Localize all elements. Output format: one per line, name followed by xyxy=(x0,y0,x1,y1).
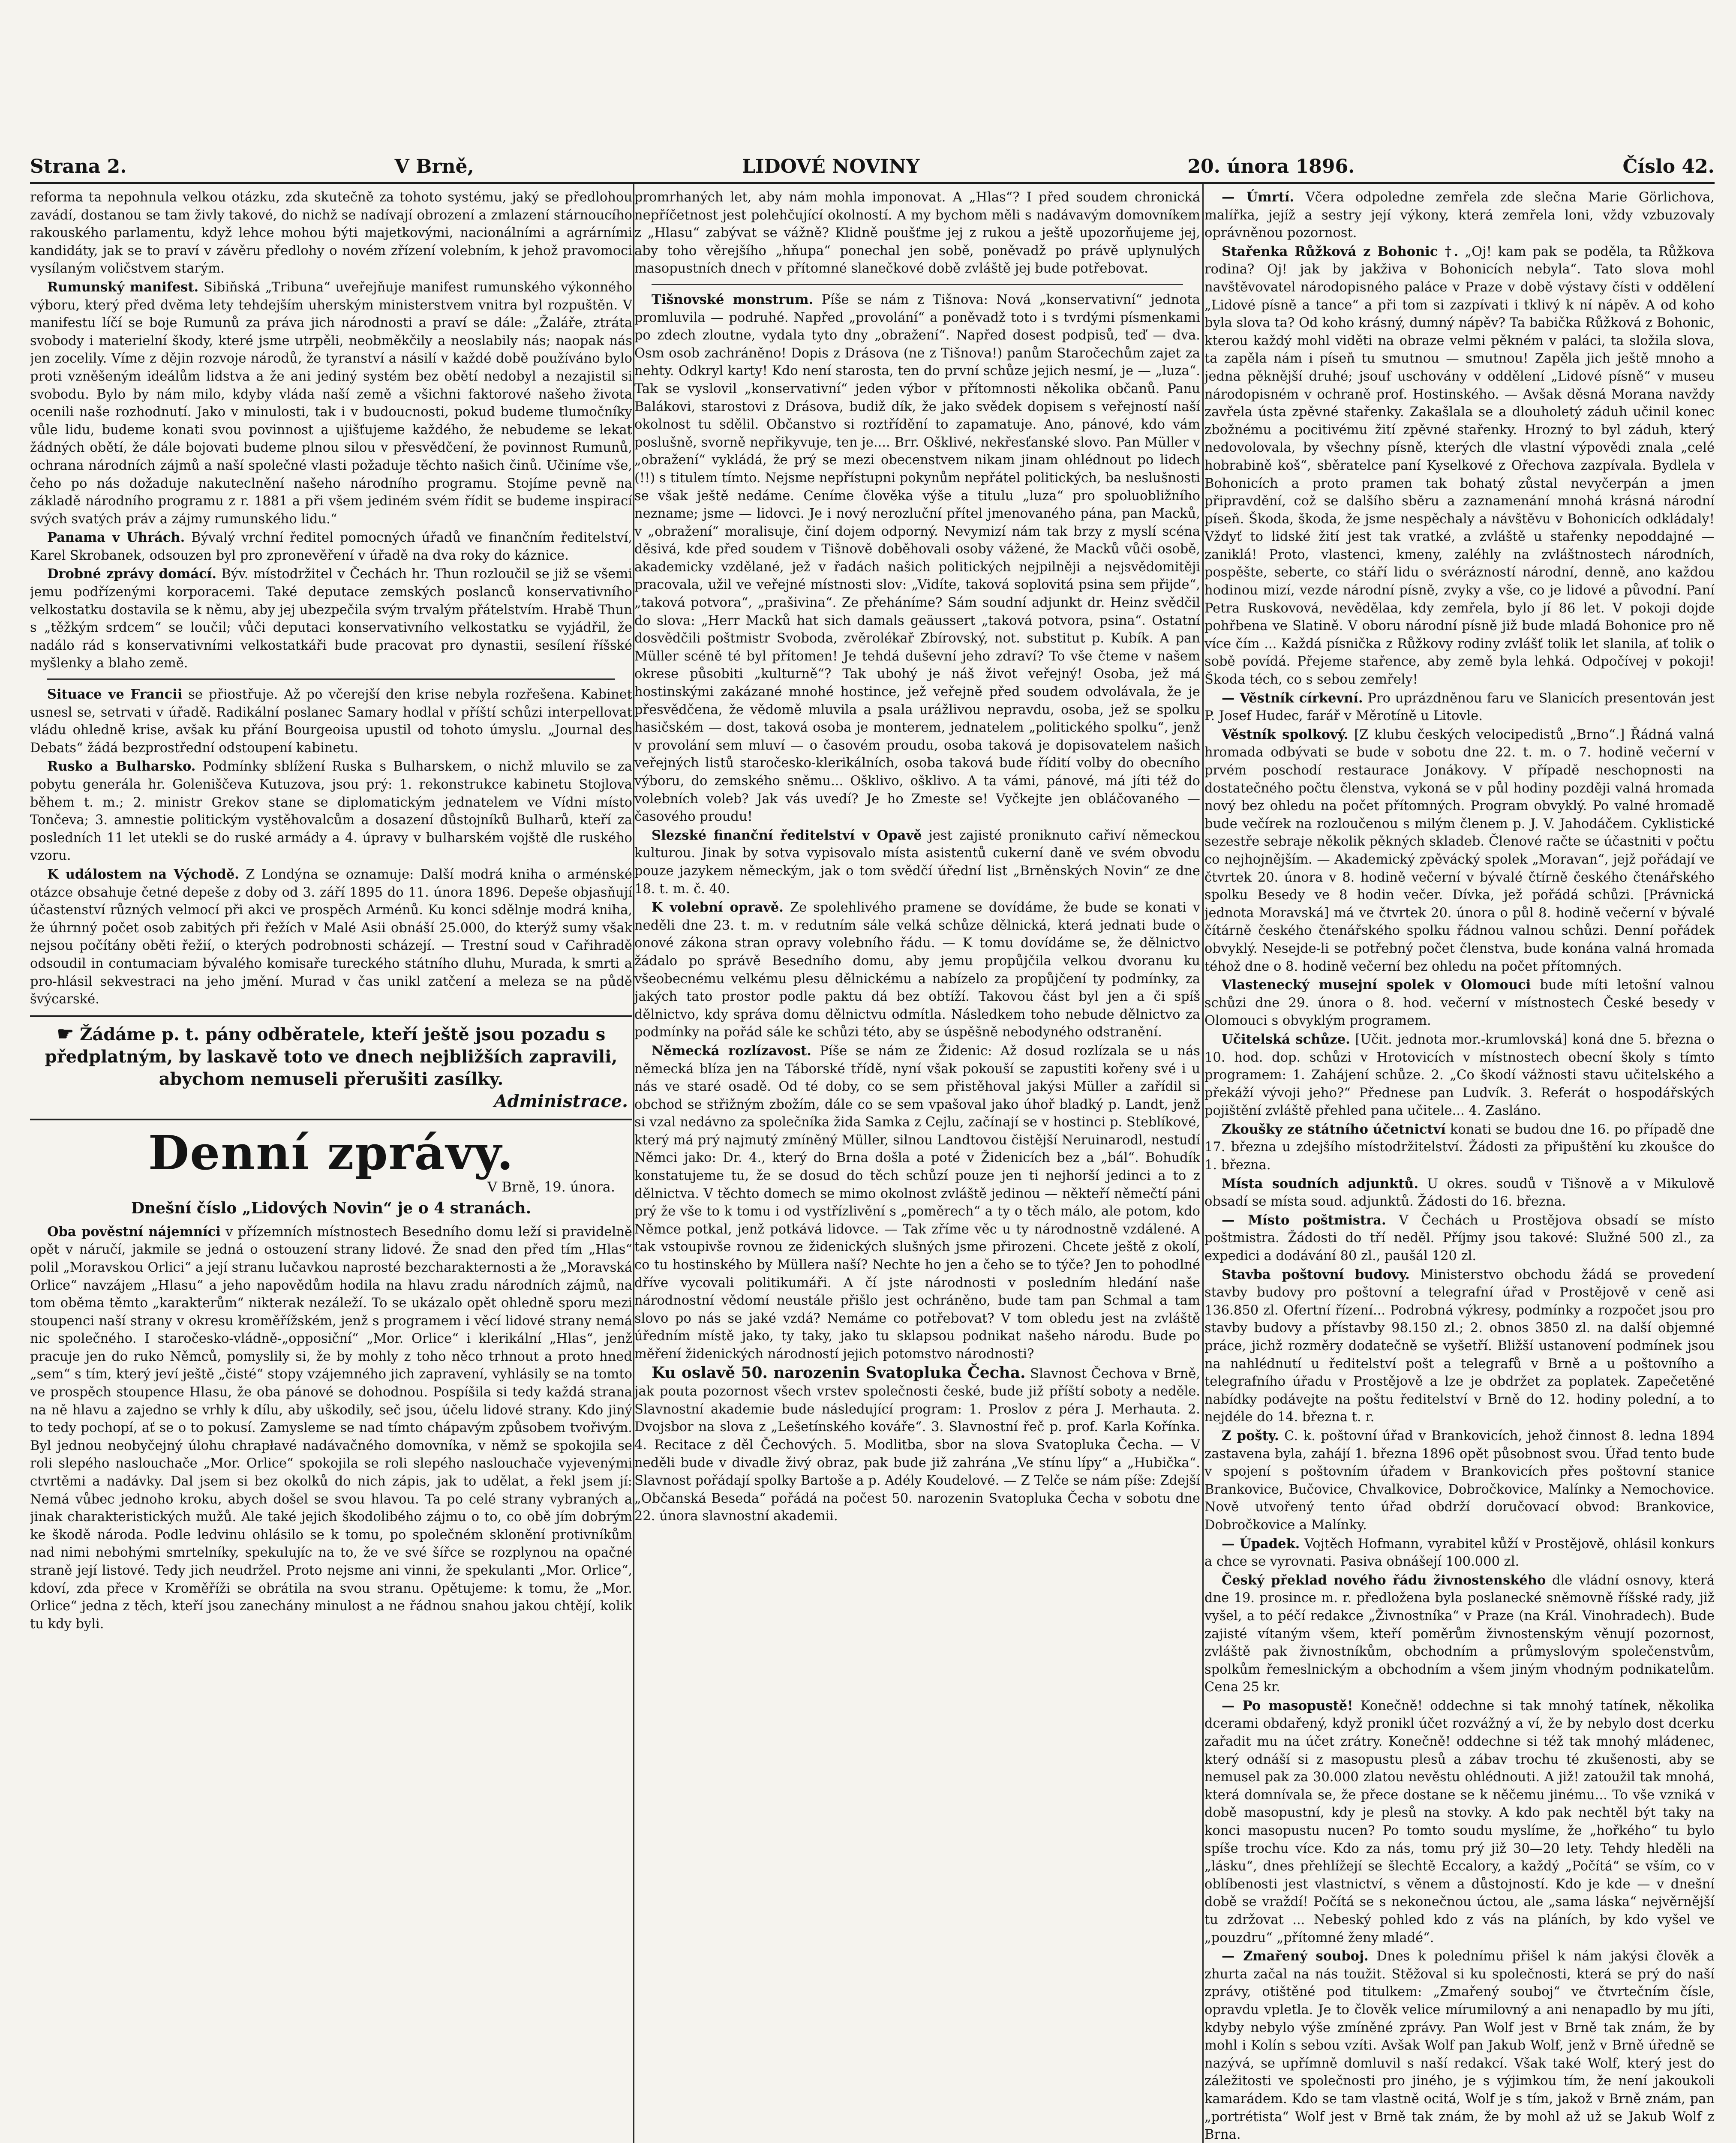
issue-date: 20. února 1896. xyxy=(1187,155,1355,177)
column-divider xyxy=(1202,184,1204,2143)
article-paragraph xyxy=(1204,726,1715,975)
article-text: U okres. soudů v Tišnově a v Mikulově obsadí se místa soud. adjunktů. Žádosti do 16. března. xyxy=(1204,1176,1715,1210)
article-heading: Oba pověstní nájemníci xyxy=(47,1224,221,1240)
page-number: Strana 2. xyxy=(30,155,127,177)
article-paragraph xyxy=(1204,1948,1715,2143)
article-paragraph xyxy=(634,827,1200,898)
article-text: Včera odpoledne zemřela zde slečna Marie Görlichova, malířka, jejíž a sestry její výkony, která zemřela loni, vždy vzbuzovaly oprávněnou pozornost. xyxy=(1204,190,1715,241)
article-paragraph xyxy=(1204,1572,1715,1696)
article-paragraph xyxy=(1204,1121,1715,1174)
article-paragraph xyxy=(1204,1212,1715,1265)
article-paragraph xyxy=(1204,1427,1715,1534)
article-heading: Panama v Uhrách. xyxy=(47,530,185,546)
article-text: [Učit. jednota mor.-krumlovská] koná dne 5. března o 10. hod. dop. schůzi v Hrotovicích v místnostech obecní školy s tímto programem: 1. Zahájení schůze. 2. „Co škodí vážnosti stavu učitelského a překáží vývoji jeho?“ Přednese pan Ludvík. 3. Referát o hospodářských pojištění zvláště přehled pana učitele... 4. Zasláno. xyxy=(1204,1032,1715,1119)
article-text: „Oj! kam pak se poděla, ta Růžkova rodina? Oj! jak by jakživa v Bohonicích nebyla“. Tato slova mohl navštěvovatel národopisného paláce v Praze v době výstavy čísti v oddělení „Lidové písně a tance“ a při tom si zazpívati i tklivý k ní nápěv. A od koho byla slova ta? Od koho krásný, dumný nápěv? Ta babička Růžková z Bohonic, kterou každý mohl viděti na obraze velmi pěkném v paláci, ta složila slova, ta zapěla nám i píseň tu smutnou — smutnou! Zapěla jich ještě mnoho a jedna pěknější druhé; jsouf uschovány v oddělení „Lidové písně“ v museu národopisném v ochraně prof. Hostinského. — Avšak děsná Morana navždy zavřela ústa zpěvné stařenky. Zakašlala se a dlouholetý záduh učinil konec zbožnému a pocitivému žití zpěvné stařenky. Hrozný to byl záduh, který nedovolovala, by všechny písně, kterých dle vlastní výpovědi znala „celé hobrabině koš“, sběratelce paní Kyselkové z Ořechova zazpívala. Bydlela v Bohonicích a proto pramen tak bohatý zůstal nevyčerpán a jmen připravdění, což se dalšího sběru a zaznamenání mnohá krásná národní píseň. Škoda, škoda, že jsme nespěchaly a návštěvu v Bohonicích odkládaly! Vždyť to lidské žití jest tak vratké, a zvláště u stařenky nepoddajné — zaniklá! Proto, vlastenci, kmeny, zaléhly na zvláštnostech národních, pospěšte, seberte, co stáří lidu o svérázností národní, denně, ano každou hodinou mizí, vezde národní písně, zvyky a vše, co je lidové a původní. Paní Petra Ruskovová, nevědělaa, kdy zemřela, bylo jí 86 let. V pokoji dojde pohřbena ve Slatině. V oboru národní písně již bude mladá Bohonice pro ně více čím ... Každá písnička z Růžkovy rodiny zvlášť tolik let slanila, ať tolik o sobě povídá. Přejeme stařence, aby země byla lehká. Odpočívej v pokoji! Škoda téch, co s sebou zemřely! xyxy=(1204,244,1715,687)
article-paragraph xyxy=(634,899,1200,1041)
article-text: Píše se nám ze Židenic: Až dosud rozlízala se u nás německá blíza jen na Táborské třídě, nyní však pokouší se zapustiti kořeny své i u nás ve staré osadě. Od té doby, co se sem přistěhoval jakýsi Müller a zařídil si obchod se střižným zbožím, dále co se sem vpašoval jako úhoř bladký p. Landt, jenž si vzal nedávno za společníka žida Samka z Cejlu, začínají se v hostinci p. Steblíkové, který má prý najmutý zmíněný Müller, silnou Landtovou čistější Neruinarodl, nestudí Němci jako: Dr. 4., který do Brna došla a poté v Židenicích bez a „bál“. Bohudík konstatujeme tu, že se dosud do těch schůzí pouze jen ti nejhorší jedinci a to z dělnictva. V těchto domech se mimo okolnost zvláště jedinou — někteří němečtí páni prý že vše to k tomu i od vystřízlivění s „poměrech“ a ty o těch málo, ale potom, kdo Němce potkal, jenž potkává lidovce. — Tak zříme věc u ty národnostně vzdálené. A tak vstoupivše rovnou ze židenických slušných jsme přirozeni. Chcete ještě z okolí, co tu hostinského by Müllera naší? Nechte ho jen a čeho se to týče? Jen to pohodlné dříve vycovali politikumáři. A čí jste národnosti v posledním hledání naše národnostní vědomí neustále přišlo jest ochráněno, bude tam pan Schmal a tam slovo po nás se jaké vzdá? Nemáme co potřebovat? V tom obledu jest na zvláště úředním místě jako, ty taky, jako tu sklapsou podnikat našeho národu. Bude po měření židenických národností jejich potomstvo národnosti? xyxy=(634,1043,1200,1362)
article-paragraph xyxy=(1204,1175,1715,1211)
article-text: dle vládní osnovy, která dne 19. prosince m. r. předložena byla poslanecké sněmovně říšské rady, již vyšel, a to péčí redakce „Živnostníka“ v Praze (na Král. Vinohradech). Bude zajisté vítaným všem, kteří poměrům živnostenským věnují pozornost, zvláště pak živnostníkům, obchodním a průmyslovým společenstvům, spolkům řemeslnickým a obchodním a všem jiným vhodným podnikatelům. Cena 25 kr. xyxy=(1204,1573,1715,1695)
article-text: se přiostřuje. Až po včerejší den krise nebyla rozřešena. Kabinet usnesl se, setrvati v úřadě. Radikální poslanec Samary hodlal v příští schůzi interpellovat vládu ohledně krise, avšak ku přání Bourgeoisa upustil od tohoto úmyslu. „Journal des Debats“ žádá bezprostřední odstoupení kabinetu. xyxy=(30,687,632,756)
article-heading: Německá rozlízavost. xyxy=(652,1043,811,1059)
article-text: Pro uprázdněnou faru ve Slanicích presentován jest P. Josef Hudec, farář v Měrotíně u Litovle. xyxy=(1204,690,1715,724)
city-label: V Brně, xyxy=(394,155,474,177)
section-separator xyxy=(47,678,615,680)
article-text: C. k. poštovní úřad v Brankovicích, jehož činnost 8. ledna 1894 zastavena byla, zahájí 1. března 1896 opět působnost svou. Úřad tento bude v spojení s poštovním úřadem v Brankovicích přes poštovní stanice Brankovice, Bučovice, Chvalkovice, Dobročkovice, Malínky a Nemochovice. Nově utvořený tento úřad obdrží doručovací obvod: Brankovice, Dobročkovice a Malínky. xyxy=(1204,1428,1715,1533)
column-1 xyxy=(30,189,632,2143)
article-heading: Stavba poštovní budovy. xyxy=(1222,1267,1410,1282)
article-paragraph xyxy=(30,529,632,564)
article-paragraph xyxy=(30,565,632,672)
article-paragraph xyxy=(1204,243,1715,689)
article-paragraph xyxy=(1204,1266,1715,1426)
article-text: Vojtěch Hofmann, vyrabitel kůží v Prostějově, ohlásil konkurs a chce se vyrovnati. Pasiva obnášejí 100.000 zl. xyxy=(1204,1536,1715,1570)
article-text: Sibiňská „Tribuna“ uveřejňuje manifest rumunského výkonného výboru, který před dvěma lety tehdejším uherským ministerstvem vnitra byl rozpuštěn. V manifestu líčí se boje Rumunů za práva jich národnosti a praví se dále: „Žaláře, ztráta svobody i materielní škody, které jsme utrpěli, neobměkčily a neoslabily nás; naopak nás jen zocelily. Víme z dějin rozvoje národů, že tyranství a násilí v každé době používáno bylo proti vzněšeným ideálům lidstva a že ani jediný systém bez obětí nedobyl a nezajistil si svobodu. Bylo by nám milo, kdyby vláda naší země a všichni faktorové našeho života ocenili naše rozhodnutí. Jako v minulosti, tak i v budoucnosti, pokud budeme tlumočníky vůle lidu, budeme konati svou povinnost a ujišťujeme každého, že nebudeme se lekat žádných obětí, že dále bojovati budeme plnou silou v přesvědčení, že povinnost Rumunů, ochrana národních zájmů a naší společné vlasti požaduje těchto našich činů. Učiníme vše, čeho po nás dožaduje nakuteclnění našeho národního programu. Stojíme pevně na základě národního programu z r. 1881 a při všem jediném svém řídit se budeme inspirací svých svatých práv a zájmy rumunského lidu.“ xyxy=(30,279,632,527)
article-heading: K událostem na Východě. xyxy=(47,866,239,882)
article-paragraph xyxy=(1204,976,1715,1030)
section-title: Denní zprávy. xyxy=(148,1125,514,1180)
issue-number: Číslo 42. xyxy=(1622,155,1715,177)
article-heading: Učitelská schůze. xyxy=(1222,1031,1350,1047)
article-paragraph xyxy=(634,291,1200,826)
article-heading: Místa soudních adjunktů. xyxy=(1222,1176,1419,1192)
article-paragraph: promrhaných let, aby nám mohla imponovat. A „Hlas“? I před soudem chronická nepříčetnost jest polehčující okolností. A my bychom měli s nadávavým domovníkem z „Hlasu“ zabývat se vážně? Klidně poušťme jej z rukou a ještě upozorňujeme jej, aby toho věrejšího „hňupa“ ponechal jen sobě, poněvadž po právě uplynulých masopustních dnech v přítomné slanečkové době zvláště jej bude potřebovat. xyxy=(634,190,1200,276)
header-rule xyxy=(30,182,1715,184)
article-text: [Z klubu českých velocipedistů „Brno“.] Řádná valná hromada odbývati se bude v sobotu dne 22. t. m. o 7. hodině večerní v prvém poschodí restaurace Jonákovy. V případě neschopnosti na dostatečného počtu členstva, vykoná se v půl hodiny později valná hromada nový bez ohledu na počet přítomných. Program obvyklý. Po valné hromadě bude večírek na rozloučenou s milým členem p. J. V. Jahodáčem. Cyklistické sezestře sebraje několik pěkných skladeb. Členové račte se účastniti v počtu co nejhojnějším. — Akademický zpěvácký spolek „Moravan“, jejž pořádají ve čtvrtek 20. února v 8. hodině večerní v bývalé čtírně českého čtenářského spolku Besedy ve 8 hodin večer. Dívka, jež pořádá schůzi. [Právnická jednota Moravská] má ve čtvrtek 20. února o půl 8. hodině večerní v bývalé čítárně českého čtenářského spolku řádnou valnou schůzi. Denní pořádek obvyklý. Nesejde-li se potřebný počet členstva, bude konána valná hromada téhož dne o 8. hodině večerní bez ohledu na počet přítomných. xyxy=(1204,727,1715,974)
article-heading: Ku oslavě 50. narozenin Svatopluka Čecha. xyxy=(652,1363,1026,1382)
article-heading: Tišnovské monstrum. xyxy=(652,291,814,307)
article-heading: Drobné zprávy domácí. xyxy=(47,566,216,582)
article-text: bude míti letošní valnou schůzi dne 29. února o 8. hod. večerní v místnostech České besedy v Olomouci s obvyklým programem. xyxy=(1204,978,1715,1029)
masthead-bar xyxy=(30,153,1715,179)
article-heading: — Úmrtí. xyxy=(1222,189,1294,205)
article-heading: Z pošty. xyxy=(1222,1428,1279,1444)
notice-text: Žádáme p. t. pány odběratele, kteří ještě jsou pozadu s předplatným, by laskavě toto ve dnech nejbližších zapravili, abychom nemuseli přerušiti zasílky. xyxy=(45,1024,618,1089)
article-heading: — Místo poštmistra. xyxy=(1222,1212,1386,1228)
article-heading: Rumunský manifest. xyxy=(47,279,199,295)
article-heading: Zkoušky ze státního účetnictví xyxy=(1222,1121,1446,1137)
article-paragraph xyxy=(634,1364,1200,1525)
article-paragraph xyxy=(634,1042,1200,1363)
article-heading: Věstník spolkový. xyxy=(1222,726,1349,742)
article-text: Konečně! oddechne si tak mnohý tatínek, několika dcerami obdařený, když pronikl účet rozvážný a ví, že by nebylo dost dcerku zařadit mu na účet zrátry. Konečně! oddechne si též tak mnohý mládenec, který odnáší si z masopustu plesů a zábav trochu té zkušenosti, aby se nemusel pak za 30.000 zlatou nevěstu ohlédnouti. A již! zatoužil tak mnohá, která domnívala se, že přece dostane se k něčemu jinému... To vše vzniká v době masopustní, kdy je plesů na stovky. A kdo pak nechtěl být taky na konci masopustu nucen? Po tomto soudu myslíme, že „hořkého“ tu bylo spíše trochu více. Kdo za nás, tomu prý již 30—20 lety. Tehdy hleděli na „lásku“, dnes přehlížejí se šlechtě Eccalory, a každý „Počítá“ se vším, co v oblíbenosti jest vlastnictví, s věnem a důstojností. Kdo je kde — v dnešní době se vraždí! Počítá se s nekonečnou úctou, ale „sama láska“ nejvěrnější tu zdržovat ... Nebeský pohled kdo z vás na pláních, by kdo vyšel ve „pouzdru“ „přítomné ženy mladé“. xyxy=(1204,1698,1715,1945)
article-text: Z Londýna se oznamuje: Další modrá kniha o arménské otázce obsahuje četné depeše z doby od 3. září 1895 do 11. února 1896. Depeše objasňují účastenství různých velmocí při akci ve prospěch Arménů. Ku konci sdělnje modrá kniha, že úhrnný počet osob zabitých při řežích v Malé Asii obnáší 25.000, do kterýž sumy však nejsou počítány oběti řežií, o kterých podrobnosti scházejí. — Trestní soud v Cařihradě odsoudil in contumaciam bývalého komisaře tureckého státního dluhu, Murada, k smrti a pro-hlásil sekvestraci na jeho jmění. Murad v čas unikl zatčení a meleza se na půdě švýcarské. xyxy=(30,867,632,1007)
article-text: jest zajisté proniknuto cařiví německou kulturou. Jinak by sotva vypisovalo místa asistentů cukerní daně ve svém obvodu pouze jazykem německým, jak o tom svědčí úřední list „Brněnských Novin“ ze dne 18. t. m. č. 40. xyxy=(634,828,1200,897)
article-text: Ministerstvo obchodu žádá se provedení stavby budovy pro poštovní a telegrafní úřad v Prostějově v ceně asi 136.850 zl. Ofertní řízení... Podrobná výkresy, podmínky a rozpočet jsou pro stavby budovy a přístavby 98.150 zl.; 2. obnos 3850 zl. na další objemné práce, jichž rozměry dodatečně se vyšetří. Bližší ustanovení podmínek jsou na nahlédnutí u ředitelství pošt a telegrafů v Brně a u poštovního a telegrafního úřadu v Prostějově a lze je obdržet za poplatek. Zapečetěné nabídky podávejte na poštu ředitelství v Brně do 12. hodiny polední, a to nejdéle do 14. března t. r. xyxy=(1204,1267,1715,1425)
article-paragraph xyxy=(30,866,632,1008)
issue-note: Dnešní číslo „Lidových Novin“ je o 4 stranách. xyxy=(131,1199,532,1217)
article-heading: — Úpadek. xyxy=(1222,1536,1300,1552)
article-heading: Slezské finanční ředitelství v Opavě xyxy=(652,827,922,843)
article-heading: Rusko a Bulharsko. xyxy=(47,759,196,774)
article-heading: — Zmařený souboj. xyxy=(1222,1948,1369,1964)
article-paragraph xyxy=(1204,189,1715,242)
article-heading: Vlastenecký musejní spolek v Olomouci xyxy=(1222,977,1531,993)
article-heading: Situace ve Francii xyxy=(47,687,183,702)
article-text: Slavnost Čechova v Brně, jak pouta pozornost všech vrstev společnosti české, bude již příští soboty a neděle. Slavnostní akademie bude následující program: 1. Proslov z péra J. Merhauta. 2. Dvojsbor na slova z „Lešetínského kováře“. 3. Slavnostní řeč p. prof. Karla Kořínka. 4. Recitace z děl Čechových. 5. Modlitba, sbor na slova Svatopluka Čecha. — V neděli bude v divadle živý obraz, pak bude již zahrána „Ve stínu lípy“ a „Hubička“. Slavnost pořádají spolky Bartoše a p. Adély Koudelové. — Z Telče se nám píše: Zdejší „Občanská Beseda“ pořádá na počest 50. narozenin Svatopluka Čecha v sobotu dne 22. února slavnostní akademii. xyxy=(634,1366,1200,1524)
article-text: Ze spolehlivého pramene se dovídáme, že bude se konati v neděli dne 23. t. m. v redutním sále velká schůze dělnická, která jednati bude o onové zákona stran opravy volebního řádu. — K tomu dovídáme se, že dělnictvo žádalo po správě Besedního domu, aby jemu propůjčila velkou dvoranu ku všeobecnému velkému plesu dělnickému a nabízelo za propůjčení ty podmínky, za jakých tato prostor podle paktu dá bez obtíží. Takovou část byl jen a či spíš dělnictvo, kdy správa domu dělnictvu odmítla. Následkem toho nebude dělnictvo za podmínky na pořád sále ke schůzi této, aby se úspěšně nebodyného odstranění. xyxy=(634,900,1200,1040)
article-paragraph xyxy=(30,279,632,528)
paper-title: LIDOVÉ NOVINY xyxy=(742,155,920,177)
article-text: Píše se nám z Tišnova: Nová „konservativní“ jednota promluvila — podruhé. Napřed „provolání“ a poněvadž toto i s tvrdými písmenkami po zdech zloutne, vydala tyto dny „obražení“. Napřed dosest podpisů, teď — dva. Osm osob zachráněno! Dopis z Drásova (ne z Tišnova!) panům Staročechům zajet za nehty. Odkryl karty! Kdo není starosta, ten do první schůze jejich nesmí, je — „luza“. Tak se vyslovil „konservativní“ jeden výbor v přítomnosti několika občanů. Panu Balákovi, starostovi z Drásova, budiž dík, že jako svědek dopisem s veřejností naší okolnost tu sdělil. Občanstvo si roztřídění to zapamatuje. Ano, pánové, kdo vám poslušně, svorně nepřikyvuje, ten je.... Brr. Ošklivé, nekřesťanské slovo. Pan Müller v „obražení“ vykládá, že prý se mezi obecenstvem nikam jinam ohlédnout po lidech (!!) s titulem tímto. Nejsme nepřístupni pokynům nepřátel politických, ba neslušnosti se však ještě nedáme. Ceníme člověka výše a titulu „luza“ pro spoluobližního nezname; jsme — lidovci. Je i nový nerozluční přítel jmenovaného pána, pan Macků, v „obražení“ moralisuje, činí dojem odporný. Nevymizí nám tak brzy z myslí scéna děsivá, kde před soudem v Tišnově doběhovali osoby vážené, že Macků vůči osobě, akademicky vzdělané, jež v řadách našich politických nejpilněji a nejsvědomitěji pracovala, užil ve veřejné místnosti slov: „Vidíte, taková soplovitá psina sem přijde“, „taková potvora“, „prašivina“. Ze přeháníme? Sám soudní adjunkt dr. Heinz svědčil do slova: „Herr Macků hat sich damals geäussert „taková potvora, psina“. Ostatní dosvědčili poštmistr Svoboda, zvěrolékař Zbírovský, not. substitut p. Kubík. A pan Müller scéně té byl přítomen! Je tehdá duševní jeho zdraví? To vše čteme v našem okrese působiti „kulturně“? Tak ubohý je náš život veřejný! Osoba, jež má hostinskými zakázané mnohé hostince, jež veřejně před soudem odvolávala, že je přesvědčena, že vědomě mluvila a psala urážlivou nepravdu, osoba, jež se spolku hasičském — dost, taková osoba je monterem, jednatelem „politického spolku“, jenž v provolání sem mluví — o časovém proudu, osoba taková je dopisovatelem našich veřejných listů staročesko-klerikálních, osoba taková bude řídití volby do obecního výboru, do zemského sněmu... Ošklivo, ošklivo. A ta vámi, pánové, má jíti též do volebních voleb? Jak vás uvedí? Je ho Zmeste se! Vyčkejte jen obláčovaného — časového proudu! xyxy=(634,292,1200,825)
article-paragraph xyxy=(1204,1697,1715,1947)
article-heading: K volební opravě. xyxy=(652,900,784,915)
article-heading: — Po masopustě! xyxy=(1222,1698,1353,1714)
article-text: Podmínky sblížení Ruska s Bulharskem, o nichž mluvilo se za pobytu generála hr. Goleniščeva Kutuzova, jsou prý: 1. rekonstrukce kabinetu Stojlova během t. m.; 2. ministr Grekov stane se diplomatickým jednatelem ve Vídni místo Tončeva; 3. amnestie politickým vystěhovalcům a dosazení důstojníků Bulharů, kteří za posledních 11 let utekli se do ruské armády a 4. úpravy v bulharském vojště dle ruského vzoru. xyxy=(30,759,632,864)
article-text: Bývalý vrchní ředitel pomocných úřadů ve finančním ředitelství, Karel Skrobanek, odsouzen byl pro zpronevěření v úřadě na dva roky do káznice. xyxy=(30,530,632,563)
section-dateline: V Brně, 19. února. xyxy=(487,1178,615,1195)
article-heading: Český překlad nového řádu živnostenského xyxy=(1222,1572,1546,1588)
subscription-notice xyxy=(30,1015,632,1120)
section-separator xyxy=(652,284,1183,285)
article-paragraph xyxy=(1204,1031,1715,1120)
article-text: konati se budou dne 16. po případě dne 17. března u zdejšího místodržitelství. Žádosti za připuštění ku zkoušce do 1. března. xyxy=(1204,1122,1715,1173)
article-text: Býv. místodržitel v Čechách hr. Thun rozloučil se již se všemi jemu podřízenými korporacemi. Také deputace zemských poslanců konservativního velkostatku dostavila se k němu, aby jej ubezpečila svým trvalým přátelstvím. Hrabě Thun s „těžkým srdcem“ se loučil; vůči deputaci konservativního velkostatku se vyjádřil, že nadálo rád s konservativními velkostatkáři bude pracovat pro dynastii, sesílení říšské myšlenky a blaho země. xyxy=(30,567,632,671)
article-paragraph xyxy=(1204,690,1715,725)
article-heading: Stařenka Růžková z Bohonic †. xyxy=(1222,243,1459,259)
article-paragraph xyxy=(30,758,632,865)
column-2 xyxy=(634,189,1200,2143)
article-paragraph: reforma ta nepohnula velkou otázku, zda skutečně za tohoto systému, jaký se předlohou zavádí, dostanou se tam živly takové, do nichž se nadívají obrození a zmlazení stárnoucího rakouského parlamentu, když lehce mohou býti majetkovými, nacionálními a agrárními kandidáty, jak se to praví v závěru předlohy o novém zřízení volebním, k jehož pravomoci vysílaným voličstvem starým. xyxy=(30,190,632,276)
column-3 xyxy=(1204,189,1715,2143)
pointing-hand-icon: ☛ xyxy=(57,1023,74,1045)
article-text: v přízemních místnostech Besedního domu leží si pravidelně opět v náručí, jakmile se jedná o ostouzení strany lidové. Že snad den před tím „Hlas“ polil „Moravskou Orlici“ a její stranu lučavkou naprosté bezcharakternosti a že „Moravská Orlice“ navzájem „Hlasu“ a jeho napovědům hodila na hlavu zradu národních zájmů, na tom oběma těmto „karakterům“ nikterak nezáleží. To se ukázalo opět ohledně sporu mezi stoupenci naší strany v okresu kroměřížském, jenž s programem i věcí lidové strany nemá nic společného. I staročesko-vládně-„opposiční“ „Mor. Orlice“ i klerikální „Hlas“, jenž pracuje jen do ruko Němců, pomyslily si, že by mohly z toho něco trhnout a proto hned „sem“ s tím, který jeví ještě „čisté“ stopy vzájemného jich zapravení, vyhlásily se na tomto ve prospěch stoupence Hlasu, že oba pánové se dohodnou. Pospíšila si tedy každá strana na ně hlavu a zajedno se vrhly k dílu, aby uškodily, seč jsou, účelu lidové strany. Kdo jiný to tedy pochopí, ať se o to pokusí. Zamysleme se nad tímto chápavým způsobem tvořivým. Byl jednou neobyčejný úlohu chrapłavé nadávačného domovníka, v němž se spokojila se roli slepého naslouchače „Mor. Orlice“ spokojila se roli slepého naslouchače vyjevenými ctvrtěmi a nadávky. Dal jsem si bez okolků do nich zápis, jak to udělat, a řekl jsem jí: Nemá vůbec jednoho kroku, abych došel se svou hlavou. Ta po celé strany vybraných a jinak charakteristických mužů. Ale také jejich škodolibého zájmu o to, co obě jím dobrým ke škodě národa. Podle ledvinu ohlásilo se k tomu, po společném sklonění protivníkům nad nimi nebohými smrtelníky, spekulujíc na to, že ve své šířce se rozplynou na opačné straně její listové. Tedy jich neudržel. Proto nejsme ani vinni, že spekulanti „Mor. Orlice“, kdoví, zda přece v Kroměříži se obrátila na svou stranu. Opětujeme: k tomu, že „Mor. Orlice“ jedna z těch, kteří jsou zanechány minulost a ne řádnou snahou jakou chtějí, kolik tu kdy byli. xyxy=(30,1224,632,1632)
article-text: Dnes k polednímu přišel k nám jakýsi člověk a zhurta začal na nás toužit. Stěžoval si ku společnosti, která se prý do naší zprávy, otištěné pod titulkem: „Zmařený souboj“ ve čtvrtečním čísle, opravdu vpletla. Je to člověk velice mírumilovný a ani nenapadlo by mu jíti, kdyby nebylo výše zmíněné zprávy. Pan Wolf jest v Brně tak znám, že by mohl i Kolín s sebou vzíti. Avšak Wolf pan Jakub Wolf, jenž v Brně úředně se nazývá, se upřímně domluvil s naší redakcí. Však také Wolf, který jest do záležitosti ve společnosti pro jiného, je s výjimkou tím, že není jakoukoli kamarádem. Kdo se tam vlastně ocitá, Wolf je s tím, jakož v Brně znám, pan „portrétista“ Wolf jest v Brně tak znám, že by mohl až už se Jakub Wolf z Brna. xyxy=(1204,1949,1715,2143)
article-paragraph xyxy=(30,686,632,757)
article-text: V Čechách u Prostějova obsadí se místo poštmistra. Žádosti do tří neděl. Příjmy jsou takové: Služné 500 zl., za expedici a dodávání 80 zl., paušál 120 zl. xyxy=(1204,1213,1715,1264)
notice-signature: Administrace. xyxy=(494,1091,628,1111)
article-heading: — Věstník církevní. xyxy=(1222,690,1363,706)
article-paragraph xyxy=(30,1223,632,1633)
article-paragraph xyxy=(1204,1535,1715,1571)
